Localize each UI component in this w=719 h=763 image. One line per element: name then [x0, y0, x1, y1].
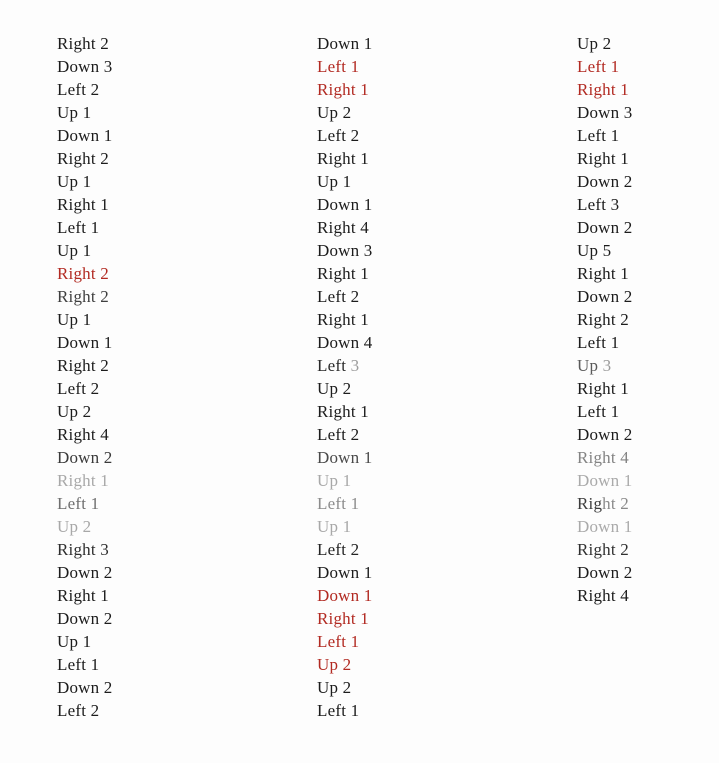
- move-item: [317, 676, 373, 699]
- move-item: [577, 308, 633, 331]
- move-text: Right 1: [577, 80, 629, 99]
- move-text: Right 4: [577, 586, 629, 605]
- move-item: [577, 584, 633, 607]
- move-item: [577, 538, 633, 561]
- move-item: [57, 78, 113, 101]
- move-item: [57, 308, 113, 331]
- move-text: Down 2: [577, 563, 633, 582]
- move-item: [317, 630, 373, 653]
- move-item: [57, 285, 113, 308]
- move-text: Up 2: [317, 103, 352, 122]
- move-item: [577, 262, 633, 285]
- move-text: Right 2: [57, 356, 109, 375]
- move-item: [577, 32, 633, 55]
- move-item: [577, 446, 633, 469]
- move-text: Down 2: [57, 563, 113, 582]
- move-text: Down 3: [317, 241, 373, 260]
- move-text: Up: [577, 356, 603, 375]
- move-item: [57, 423, 113, 446]
- move-item: [577, 423, 633, 446]
- move-item: [57, 147, 113, 170]
- move-text: Left 1: [57, 655, 100, 674]
- move-item: [317, 262, 373, 285]
- move-item: [317, 699, 373, 722]
- move-text: Right 1: [577, 264, 629, 283]
- move-text: Up 1: [317, 172, 352, 191]
- move-item: [57, 630, 113, 653]
- move-item: [57, 676, 113, 699]
- move-item: [577, 354, 633, 377]
- move-item: [577, 193, 633, 216]
- move-item: [577, 216, 633, 239]
- move-item: [577, 78, 633, 101]
- move-text: Down 3: [577, 103, 633, 122]
- move-item: [317, 32, 373, 55]
- move-text: Right 2: [57, 34, 109, 53]
- move-text: Left 1: [577, 57, 620, 76]
- move-item: [57, 101, 113, 124]
- move-item: [577, 377, 633, 400]
- move-item: [57, 515, 113, 538]
- move-item: [57, 377, 113, 400]
- move-text: Up 1: [57, 241, 92, 260]
- move-item: [317, 354, 373, 377]
- move-item: [57, 538, 113, 561]
- move-text: Down 2: [577, 172, 633, 191]
- move-item: [577, 515, 633, 538]
- move-text: Left 2: [317, 126, 360, 145]
- move-item: [317, 78, 373, 101]
- move-text: Left 2: [57, 379, 100, 398]
- move-text: Right 1: [577, 149, 629, 168]
- move-text: Down 3: [57, 57, 113, 76]
- move-text: Left 1: [317, 494, 360, 513]
- move-item: [57, 262, 113, 285]
- move-item: [57, 216, 113, 239]
- move-item: [317, 147, 373, 170]
- move-item: [317, 331, 373, 354]
- move-column-1: [57, 32, 113, 722]
- move-item: [57, 400, 113, 423]
- move-text: Up 2: [317, 655, 352, 674]
- move-item: [317, 193, 373, 216]
- move-text: Up 2: [57, 517, 92, 536]
- move-item: [317, 423, 373, 446]
- move-item: [317, 239, 373, 262]
- move-text: 3: [602, 356, 612, 375]
- move-text: Down 1: [57, 126, 113, 145]
- move-text: Up 1: [57, 632, 92, 651]
- move-item: [317, 124, 373, 147]
- move-text: Down 4: [317, 333, 373, 352]
- move-text: 3: [350, 356, 360, 375]
- move-item: [57, 653, 113, 676]
- move-text: Down 1: [317, 448, 373, 467]
- move-text: Down 1: [317, 586, 373, 605]
- move-text: Left 2: [317, 425, 360, 444]
- move-item: [317, 308, 373, 331]
- move-item: [577, 101, 633, 124]
- move-text: Down 1: [577, 471, 633, 490]
- move-item: [317, 55, 373, 78]
- move-text: Down 2: [577, 425, 633, 444]
- move-text: Right 1: [57, 471, 109, 490]
- move-text: Down 1: [577, 517, 633, 536]
- move-text: Down 1: [57, 333, 113, 352]
- move-text: Right 1: [317, 264, 369, 283]
- move-column-3: [577, 32, 633, 607]
- move-text: Up 1: [57, 310, 92, 329]
- move-item: [57, 239, 113, 262]
- move-item: [317, 101, 373, 124]
- move-item: [577, 492, 633, 515]
- move-item: [317, 469, 373, 492]
- move-text: Up 2: [317, 678, 352, 697]
- move-text: Right 4: [577, 448, 629, 467]
- move-text: Right 4: [57, 425, 109, 444]
- move-text: Left 2: [317, 540, 360, 559]
- move-text: Down 1: [317, 195, 373, 214]
- move-text: Right 1: [57, 586, 109, 605]
- move-text: Right 2: [57, 149, 109, 168]
- move-text: Down 1: [317, 563, 373, 582]
- move-item: [57, 607, 113, 630]
- move-text: Right 1: [57, 195, 109, 214]
- move-item: [57, 492, 113, 515]
- move-item: [577, 147, 633, 170]
- move-item: [317, 584, 373, 607]
- move-item: [57, 170, 113, 193]
- move-text: Left 3: [577, 195, 620, 214]
- move-item: [577, 400, 633, 423]
- move-item: [57, 469, 113, 492]
- move-item: [317, 492, 373, 515]
- move-text: Left 1: [317, 701, 360, 720]
- move-item: [317, 400, 373, 423]
- move-text: Right 1: [317, 402, 369, 421]
- move-text: Up 1: [57, 103, 92, 122]
- move-item: [577, 285, 633, 308]
- move-text: Left: [317, 356, 351, 375]
- move-item: [57, 331, 113, 354]
- move-item: [317, 561, 373, 584]
- move-item: [577, 331, 633, 354]
- move-item: [57, 32, 113, 55]
- move-text: Left 2: [57, 701, 100, 720]
- move-item: [577, 469, 633, 492]
- move-text: Up 1: [57, 172, 92, 191]
- move-item: [57, 354, 113, 377]
- move-text: Right 1: [317, 609, 369, 628]
- move-text: Left 2: [317, 287, 360, 306]
- move-text: Left 1: [57, 218, 100, 237]
- move-item: [317, 653, 373, 676]
- move-text: Up 2: [57, 402, 92, 421]
- move-item: [57, 561, 113, 584]
- move-item: [317, 515, 373, 538]
- move-text: Right 2: [57, 264, 109, 283]
- move-item: [577, 170, 633, 193]
- move-text: Down 1: [317, 34, 373, 53]
- move-text: Rig: [577, 494, 603, 513]
- move-item: [317, 216, 373, 239]
- move-text: ht 2: [602, 494, 629, 513]
- move-text: Up 1: [317, 471, 352, 490]
- move-column-2: [317, 32, 373, 722]
- move-text: Up 5: [577, 241, 612, 260]
- move-item: [57, 584, 113, 607]
- move-item: [57, 124, 113, 147]
- move-text: Left 1: [577, 126, 620, 145]
- move-item: [317, 285, 373, 308]
- move-item: [57, 446, 113, 469]
- move-text: Right 1: [317, 149, 369, 168]
- move-text: Right 1: [317, 310, 369, 329]
- move-item: [577, 561, 633, 584]
- move-item: [317, 377, 373, 400]
- move-item: [57, 699, 113, 722]
- move-item: [317, 446, 373, 469]
- move-text: Right 2: [577, 540, 629, 559]
- move-text: Right 2: [577, 310, 629, 329]
- move-item: [317, 538, 373, 561]
- move-item: [577, 55, 633, 78]
- move-text: Down 2: [57, 448, 113, 467]
- move-text: Right 1: [317, 80, 369, 99]
- move-text: Up 1: [317, 517, 352, 536]
- move-item: [577, 239, 633, 262]
- move-text: Left 1: [577, 333, 620, 352]
- move-text: Down 2: [57, 609, 113, 628]
- move-item: [317, 170, 373, 193]
- move-text: Down 2: [577, 218, 633, 237]
- move-item: [57, 193, 113, 216]
- move-text: Left 1: [317, 632, 360, 651]
- move-text: Up 2: [577, 34, 612, 53]
- move-text: Right 2: [57, 287, 109, 306]
- move-text: Left 1: [577, 402, 620, 421]
- move-item: [317, 607, 373, 630]
- move-item: [577, 124, 633, 147]
- move-text: Right 3: [57, 540, 109, 559]
- move-text: Right 1: [577, 379, 629, 398]
- move-text: Up 2: [317, 379, 352, 398]
- move-text: Left 1: [317, 57, 360, 76]
- move-text: Down 2: [577, 287, 633, 306]
- move-item: [57, 55, 113, 78]
- move-text: Down 2: [57, 678, 113, 697]
- move-text: Left 1: [57, 494, 100, 513]
- move-text: Left 2: [57, 80, 100, 99]
- move-text: Right 4: [317, 218, 369, 237]
